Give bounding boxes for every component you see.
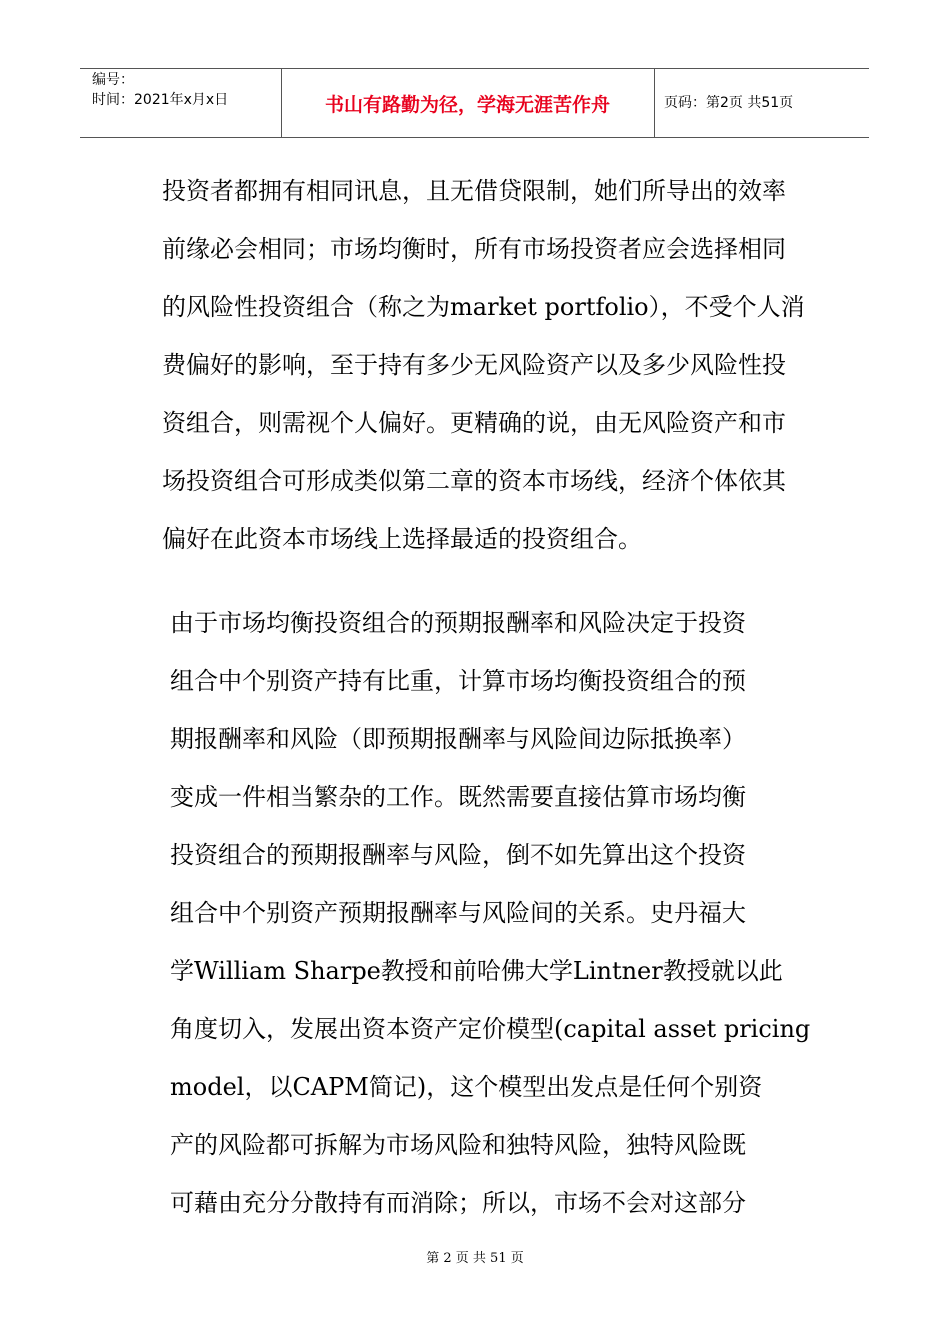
text-line: 期报酬率和风险（即预期报酬率与风险间边际抵换率） bbox=[170, 725, 746, 753]
text-line: 组合中个别资产持有比重，计算市场均衡投资组合的预 bbox=[170, 667, 746, 695]
text-line: 投资组合的预期报酬率与风险，倒不如先算出这个投资 bbox=[170, 841, 746, 869]
text-line: 的风险性投资组合（称之为market portfolio），不受个人消 bbox=[162, 293, 805, 321]
text-line: model，以CAPM简记)，这个模型出发点是任何个别资 bbox=[170, 1073, 763, 1101]
text-line: 产的风险都可拆解为市场风险和独特风险，独特风险既 bbox=[170, 1131, 746, 1159]
text-line: 资组合，则需视个人偏好。更精确的说，由无风险资产和市 bbox=[162, 409, 786, 437]
serial-number-label: 编号： bbox=[92, 72, 134, 88]
text-line: 偏好在此资本市场线上选择最适的投资组合。 bbox=[162, 525, 642, 553]
text-line: 角度切入，发展出资本资产定价模型(capital asset pricing bbox=[170, 1015, 811, 1043]
text-line: 组合中个别资产预期报酬率与风险间的关系。史丹福大 bbox=[170, 899, 746, 927]
header-slogan-cell bbox=[281, 69, 655, 137]
text-line: 投资者都拥有相同讯息，且无借贷限制，她们所导出的效率 bbox=[162, 177, 786, 205]
text-line: 学William Sharpe教授和前哈佛大学Lintner教授就以此 bbox=[170, 957, 783, 985]
text-line: 变成一件相当繁杂的工作。既然需要直接估算市场均衡 bbox=[170, 783, 746, 811]
page-header bbox=[80, 68, 869, 138]
header-meta-cell bbox=[80, 69, 282, 137]
date-label: 时间：2021年x月x日 bbox=[92, 92, 229, 108]
text-line: 可藉由充分分散持有而消除；所以，市场不会对这部分 bbox=[170, 1189, 746, 1217]
text-line: 由于市场均衡投资组合的预期报酬率和风险决定于投资 bbox=[170, 609, 746, 637]
page-footer: 第 2 页 共 51 页 bbox=[426, 1251, 524, 1266]
text-line: 场投资组合可形成类似第二章的资本市场线，经济个体依其 bbox=[162, 467, 786, 495]
header-page-number: 页码：第2页 共51页 bbox=[664, 95, 794, 111]
header-slogan: 书山有路勤为径，学海无涯苦作舟 bbox=[324, 94, 610, 116]
header-page-cell bbox=[654, 69, 869, 137]
text-line: 费偏好的影响，至于持有多少无风险资产以及多少风险性投 bbox=[162, 351, 786, 379]
text-line: 前缘必会相同；市场均衡时，所有市场投资者应会选择相同 bbox=[162, 235, 786, 263]
